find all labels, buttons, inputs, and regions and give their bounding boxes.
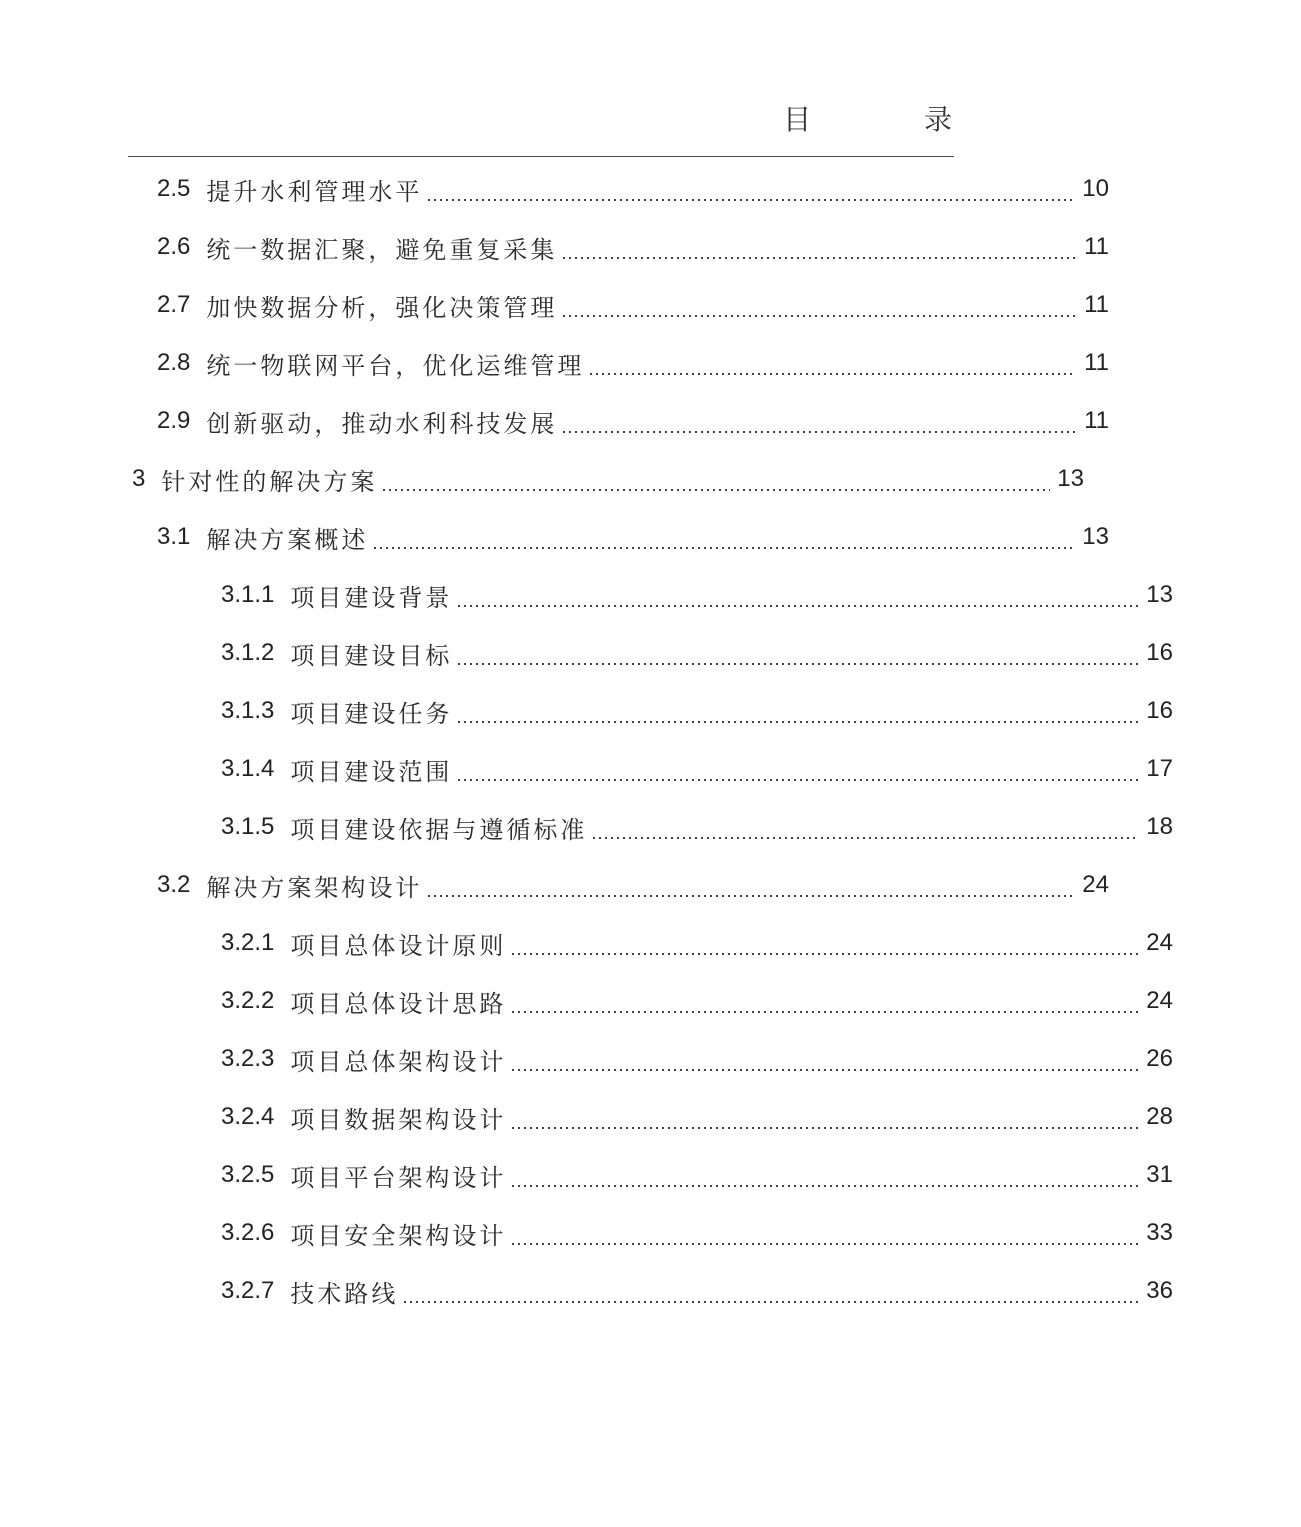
toc-entry-number: 3.2.3	[221, 1045, 275, 1072]
toc-entry[interactable]	[0, 566, 1301, 624]
toc-entry-title: 技术路线	[290, 1279, 399, 1308]
toc-entry[interactable]	[0, 798, 1301, 856]
toc-entry-page-number: 11	[1084, 349, 1109, 376]
toc-entry[interactable]	[0, 624, 1301, 682]
toc-entry[interactable]	[0, 740, 1301, 798]
toc-entry-title: 项目总体设计原则	[290, 931, 507, 960]
toc-entry-page-number: 17	[1146, 755, 1173, 782]
dot-leader	[456, 663, 1139, 665]
toc-entry-number: 3.2.5	[221, 1161, 275, 1188]
dot-leader	[372, 547, 1075, 549]
toc-entry[interactable]	[0, 1262, 1301, 1320]
toc-entry-page-number: 13	[1146, 581, 1173, 608]
toc-entry-title: 统一数据汇聚，避免重复采集	[206, 235, 558, 264]
toc-entry[interactable]	[0, 276, 1237, 334]
header-divider	[128, 156, 954, 157]
toc-entry-page-number: 10	[1082, 175, 1109, 202]
toc-entry-page-number: 16	[1146, 697, 1173, 724]
toc-entry-title: 项目建设目标	[290, 641, 453, 670]
toc-entry-title: 项目建设任务	[290, 699, 453, 728]
dot-leader	[561, 257, 1075, 259]
toc-entry-number: 2.5	[157, 175, 191, 202]
toc-entry[interactable]	[0, 508, 1237, 566]
toc-entry-page-number: 26	[1146, 1045, 1173, 1072]
toc-entry-title: 项目总体架构设计	[290, 1047, 507, 1076]
toc-entry-number: 3.1.5	[221, 813, 275, 840]
toc-entry-number: 3.1	[157, 523, 191, 550]
dot-leader	[510, 1243, 1139, 1245]
toc-entry-page-number: 28	[1146, 1103, 1173, 1130]
toc-entry[interactable]	[0, 1204, 1301, 1262]
toc-entry[interactable]	[0, 160, 1237, 218]
toc-entry-number: 3.2.6	[221, 1219, 275, 1246]
page-header-title: 目 录	[783, 103, 1004, 136]
toc-entry-page-number: 31	[1146, 1161, 1173, 1188]
toc-entry-number: 3.2.2	[221, 987, 275, 1014]
toc-entry-page-number: 11	[1084, 233, 1109, 260]
toc-entry[interactable]	[0, 334, 1237, 392]
toc-entry-page-number: 18	[1146, 813, 1173, 840]
toc-entry-number: 2.7	[157, 291, 191, 318]
toc-entry[interactable]	[0, 972, 1301, 1030]
dot-leader	[561, 431, 1075, 433]
toc-entry-number: 3.2	[157, 871, 191, 898]
toc-entry-page-number: 13	[1082, 523, 1109, 550]
toc-entry-number: 3	[132, 465, 146, 492]
toc-entry-number: 3.2.7	[221, 1277, 275, 1304]
toc-entry-title: 创新驱动，推动水利科技发展	[206, 409, 558, 438]
toc-entry[interactable]	[0, 682, 1301, 740]
toc-entry-title: 加快数据分析，强化决策管理	[206, 293, 558, 322]
toc-entry[interactable]	[0, 218, 1237, 276]
toc-entry-number: 3.1.3	[221, 697, 275, 724]
dot-leader	[456, 779, 1139, 781]
toc-entry-number: 3.1.1	[221, 581, 275, 608]
dot-leader	[588, 373, 1075, 375]
toc-entry-page-number: 24	[1146, 929, 1173, 956]
toc-entry[interactable]	[0, 856, 1237, 914]
toc-entry-title: 项目平台架构设计	[290, 1163, 507, 1192]
dot-leader	[510, 1127, 1139, 1129]
dot-leader	[561, 315, 1075, 317]
dot-leader	[510, 1069, 1139, 1071]
toc-entry[interactable]	[0, 1146, 1301, 1204]
dot-leader	[456, 605, 1139, 607]
toc-entry-number: 2.8	[157, 349, 191, 376]
dot-leader	[381, 489, 1050, 491]
toc-entry-page-number: 24	[1082, 871, 1109, 898]
toc-entry-title: 项目数据架构设计	[290, 1105, 507, 1134]
toc-entry-number: 3.2.1	[221, 929, 275, 956]
dot-leader	[402, 1301, 1139, 1303]
toc-entry-title: 项目安全架构设计	[290, 1221, 507, 1250]
toc-entry-title: 项目建设范围	[290, 757, 453, 786]
toc-entry-page-number: 33	[1146, 1219, 1173, 1246]
toc-entry[interactable]	[0, 1088, 1301, 1146]
toc-entry[interactable]	[0, 392, 1237, 450]
toc-entry-title: 项目建设背景	[290, 583, 453, 612]
toc-entry-title: 项目建设依据与遵循标准	[290, 815, 588, 844]
toc-entry-title: 针对性的解决方案	[161, 467, 378, 496]
dot-leader	[426, 199, 1075, 201]
dot-leader	[456, 721, 1139, 723]
toc-entry-page-number: 11	[1084, 291, 1109, 318]
toc-entry-page-number: 13	[1057, 465, 1084, 492]
toc-entry-number: 3.1.2	[221, 639, 275, 666]
toc-entry-title: 解决方案架构设计	[206, 873, 423, 902]
toc-entry-page-number: 36	[1146, 1277, 1173, 1304]
toc-entry[interactable]	[0, 1030, 1301, 1088]
toc-entry-number: 2.6	[157, 233, 191, 260]
toc-entry-page-number: 11	[1084, 407, 1109, 434]
toc-entry-page-number: 24	[1146, 987, 1173, 1014]
toc-entry[interactable]	[0, 450, 1212, 508]
toc-entry-title: 解决方案概述	[206, 525, 369, 554]
toc-entry-title: 项目总体设计思路	[290, 989, 507, 1018]
dot-leader	[510, 1011, 1139, 1013]
dot-leader	[591, 837, 1139, 839]
toc-entry-page-number: 16	[1146, 639, 1173, 666]
toc-entry-number: 3.2.4	[221, 1103, 275, 1130]
dot-leader	[510, 953, 1139, 955]
toc-entry-number: 2.9	[157, 407, 191, 434]
toc-entry[interactable]	[0, 914, 1301, 972]
toc-entry-number: 3.1.4	[221, 755, 275, 782]
dot-leader	[426, 895, 1075, 897]
toc-entry-title: 统一物联网平台，优化运维管理	[206, 351, 585, 380]
dot-leader	[510, 1185, 1139, 1187]
toc-entry-title: 提升水利管理水平	[206, 177, 423, 206]
